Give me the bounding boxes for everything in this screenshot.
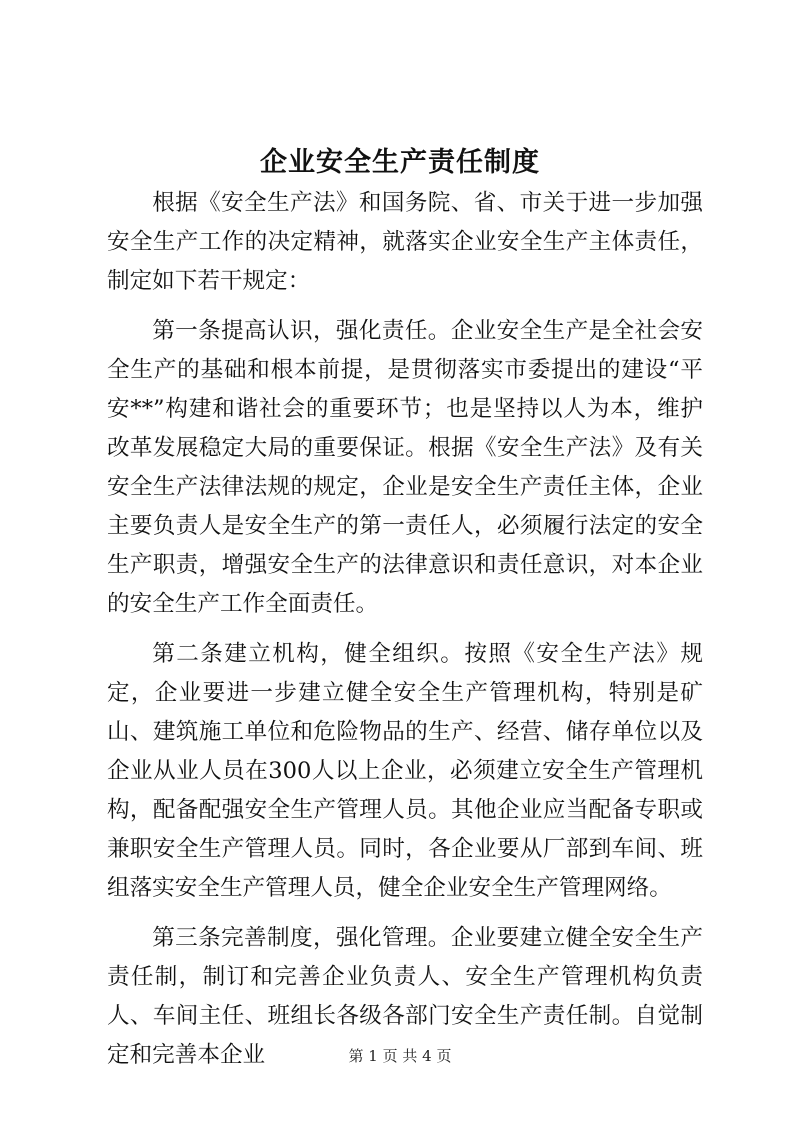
page-footer: 第 1 页 共 4 页 xyxy=(348,1047,452,1065)
paragraph-intro: 根据《安全生产法》和国务院、省、市关于进一步加强安全生产工作的决定精神，就落实企业安全生产主体责任，制定如下若干规定： xyxy=(107,190,703,294)
paragraph-article-3: 第三条完善制度，强化管理。企业要建立健全安全生产责任制，制订和完善企业负责人、安全生产管理机构负责人、车间主任、班组长各级各部门安全生产责任制。自觉制定和完善本企业 xyxy=(107,925,703,1068)
paragraph-article-2: 第二条建立机构，健全组织。按照《安全生产法》规定，企业要进一步建立健全安全生产管理机构，特别是矿山、建筑施工单位和危险物品的生产、经营、储存单位以及企业从业人员在300人以上企业，必须建立安全生产管理机构，配备配强安全生产管理人员。其他企业应当配备专职或兼职安全生产管理人员。同时，各企业要从厂部到车间、班组落实安全生产管理人员，健全企业安全生产管理网络。 xyxy=(107,641,703,901)
paragraph-article-1: 第一条提高认识，强化责任。企业安全生产是全社会安全生产的基础和根本前提，是贯彻落实市委提出的建设“平安**”构建和谐社会的重要环节；也是坚持以人为本，维护改革发展稳定大局的重要保证。根据《安全生产法》及有关安全生产法律法规的规定，企业是安全生产责任主体，企业主要负责人是安全生产的第一责任人，必须履行法定的安全生产职责，增强安全生产的法律意识和责任意识，对本企业的安全生产工作全面责任。 xyxy=(107,318,703,617)
document-body xyxy=(107,184,703,1075)
document-title: 企业安全生产责任制度 xyxy=(260,147,540,178)
